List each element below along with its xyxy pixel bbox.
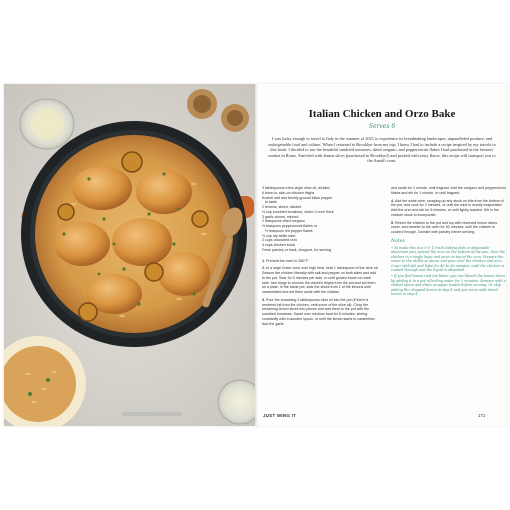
note-item bbox=[391, 274, 506, 297]
step-text: In a large Dutch oven over high heat, heat 1 tablespoon of the olive oil. Season the chicken liberally with salt and pepper on both sides and add to the pot. Sear for 5 minutes per side, or until golden brown on each side. Use tongs to remove the chicken thighs from the pot and set them on a plate. In the same pot, sear the slices from 1 of the lemons until caramelized and set them aside with the chicken. bbox=[262, 266, 379, 294]
step-text: Add the white wine, scraping up any stuck-on bits from the bottom of the pot, and cook for 2 minutes, or until the wine is mostly evaporated. Add the orzo and stir for 5 minutes, or until lightly toasted. Stir in the chicken stock to incorporate. bbox=[391, 198, 504, 217]
step-number: 1. bbox=[262, 258, 265, 263]
ingredient-item: 3 tablespoons extra-virgin olive oil, divided bbox=[262, 186, 330, 190]
recipe-headnote: I was lucky enough to travel to Italy in the summer of 2021 to experience its breathtaking landscapes, unparalleled produce, and unforgettable food and culture. When I returned to Brooklyn from my trip, I knew I had to include a recipe inspired by my travels in this book. I decided to use the beautiful sundried tomatoes, dried oregano, and pepperoncini flakes I had purchased in the farmers' market in Rome. Enriched with lemon slices (purchased in Brooklyn!) and packed with zesty flavor, this recipe will transport you to the Amalfi coast. bbox=[268, 136, 496, 164]
ingredient-item: ½ cup dry white wine bbox=[262, 233, 296, 238]
page-gutter bbox=[255, 84, 258, 426]
bullet-icon: • bbox=[391, 274, 393, 279]
note-text: If you find lemon rind too bitter, you can blanch the lemon slices by adding it to a pot of boiling water for 2 minutes. Remove with a slotted spoon and drain on paper towels before serving. Or skip adding the chopped lemon in step 4 and just serve with sliced lemon in step 4. bbox=[391, 274, 506, 297]
step-number: 3. bbox=[262, 297, 265, 302]
step-text: Preheat the oven to 350°F. bbox=[266, 258, 309, 263]
ingredient-item: ½ cup sundried tomatoes, sliced ¼ inch thick bbox=[262, 209, 334, 214]
wine-glass bbox=[20, 99, 74, 149]
right-column bbox=[391, 186, 506, 297]
step-text: Pour the remaining 2 tablespoons olive oil into the pot (if there is rendered fat from the chicken, omit some of the olive oil). Chop the remaining lemon slices into pieces and add them to the pot with the sundried tomatoes. Sauté over medium heat for 5 minutes, stirring constantly with a wooden spoon, or until the lemon starts to caramelize. Add the garlic bbox=[262, 297, 376, 326]
recipe-photo bbox=[4, 84, 255, 426]
step-4 bbox=[391, 199, 506, 218]
ingredient-item: 3 garlic cloves, minced bbox=[262, 214, 299, 219]
note-item bbox=[391, 246, 506, 274]
step-text: Return the chicken to the pot and top with reserved lemon slices, cover, and transfer to the oven for 50 minutes, until the chicken is cooked through. Garnish with parsley before serving. bbox=[391, 220, 499, 234]
note-text: To make this in a 9 × 13-inch baking dish or disposable aluminum pan, spread the orzo on the bottom of the pan, then the chicken in a single layer and pour on top of the orzo. Prepare the sauce in the skillet as above and pour over the chicken and orzo. Cover with foil and bake for 40 to 50 minutes, until the chicken is cooked through and the liquid is absorbed. bbox=[391, 245, 505, 273]
running-footer-title: JUST WING IT bbox=[263, 413, 297, 418]
ingredient-item: 2 lemons, sliced, divided bbox=[262, 205, 302, 209]
step-number: 2. bbox=[262, 266, 265, 271]
ingredient-item: 4 cups chicken stock bbox=[262, 243, 296, 247]
step-number: 5. bbox=[391, 220, 394, 225]
recipe-title: Italian Chicken and Orzo Bake bbox=[308, 108, 456, 120]
step-5 bbox=[391, 221, 506, 235]
ingredient-item: 2 teaspoons dried oregano bbox=[262, 219, 305, 224]
ingredient-list bbox=[262, 186, 379, 253]
ingredient-item: ½ teaspoon red pepper flakes bbox=[265, 228, 313, 233]
serves-label: Serves 6 bbox=[368, 123, 396, 130]
step-2 bbox=[262, 266, 379, 295]
bullet-icon: • bbox=[391, 245, 393, 250]
notes-heading: Notes bbox=[391, 238, 405, 244]
fork bbox=[122, 412, 182, 416]
step-number: 4. bbox=[391, 198, 394, 203]
left-column bbox=[262, 186, 379, 326]
ingredient-item: Fresh parsley or basil, chopped, for serving bbox=[262, 247, 331, 252]
ingredient-item: to taste bbox=[265, 200, 277, 205]
chicken-orzo-illustration bbox=[4, 84, 255, 426]
ingredient-item: 2 cups uncooked orzo bbox=[262, 238, 298, 243]
ingredient-item: Kosher salt and freshly ground black pepper bbox=[262, 195, 333, 200]
step-3-continued: and sauté for 1 minute, until fragrant. Add the oregano and pepperoncini flakes and stir for 1 minute, or until fragrant. bbox=[391, 186, 506, 195]
ingredient-item: 6 bone-in, skin-on chicken thighs bbox=[262, 190, 315, 195]
ingredient-item: ½ teaspoon pepperoncini flakes or bbox=[262, 224, 317, 228]
step-3 bbox=[262, 298, 379, 327]
step-1 bbox=[262, 259, 379, 264]
page-number: 171 bbox=[478, 413, 486, 418]
